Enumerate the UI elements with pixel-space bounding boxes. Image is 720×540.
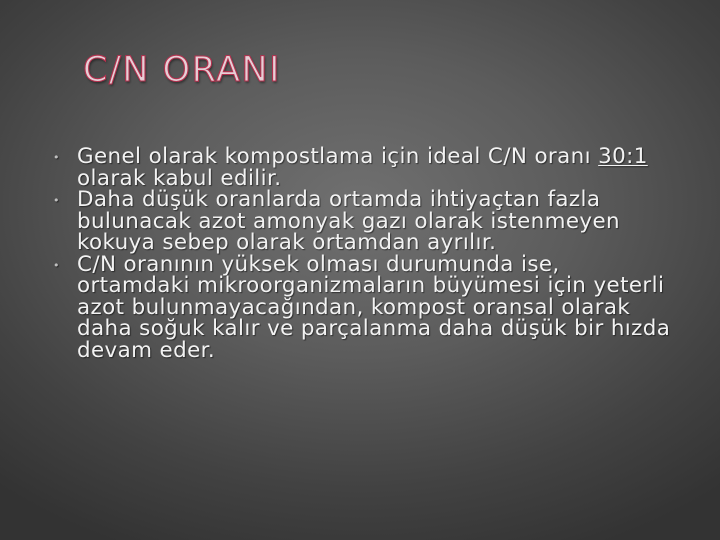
bullet-text: Daha düşük oranlarda ortamda ihtiyaçtan fazla bulunacak azot amonyak gazı olarak istenmeyen kokuya sebep olarak ortamdan ayrılır. bbox=[77, 187, 620, 255]
bullet-text: C/N oranının yüksek olması durumunda ise, ortamdaki mikroorganizmaların büyümesi için yeterli azot bulunmayacağından, kompost oransal olarak daha soğuk kalır ve parçalanma daha düşük bir hızda devam eder. bbox=[77, 251, 671, 363]
bullet-dot-icon: • bbox=[53, 151, 60, 164]
bullet-dot-icon: • bbox=[53, 194, 60, 207]
ratio-value: 30:1 bbox=[598, 144, 648, 169]
bullet-item bbox=[0, 146, 677, 189]
bullet-item bbox=[0, 251, 677, 363]
bullet-dot-icon: • bbox=[53, 258, 60, 272]
bullet-text: Genel olarak kompostlama için ideal C/N oranı bbox=[77, 144, 599, 169]
bullet-list bbox=[0, 146, 720, 361]
bullet-text-continued: olarak kabul edilir. bbox=[77, 165, 282, 191]
bullet-item bbox=[0, 189, 677, 254]
slide-title: C/N ORANI bbox=[83, 50, 281, 90]
